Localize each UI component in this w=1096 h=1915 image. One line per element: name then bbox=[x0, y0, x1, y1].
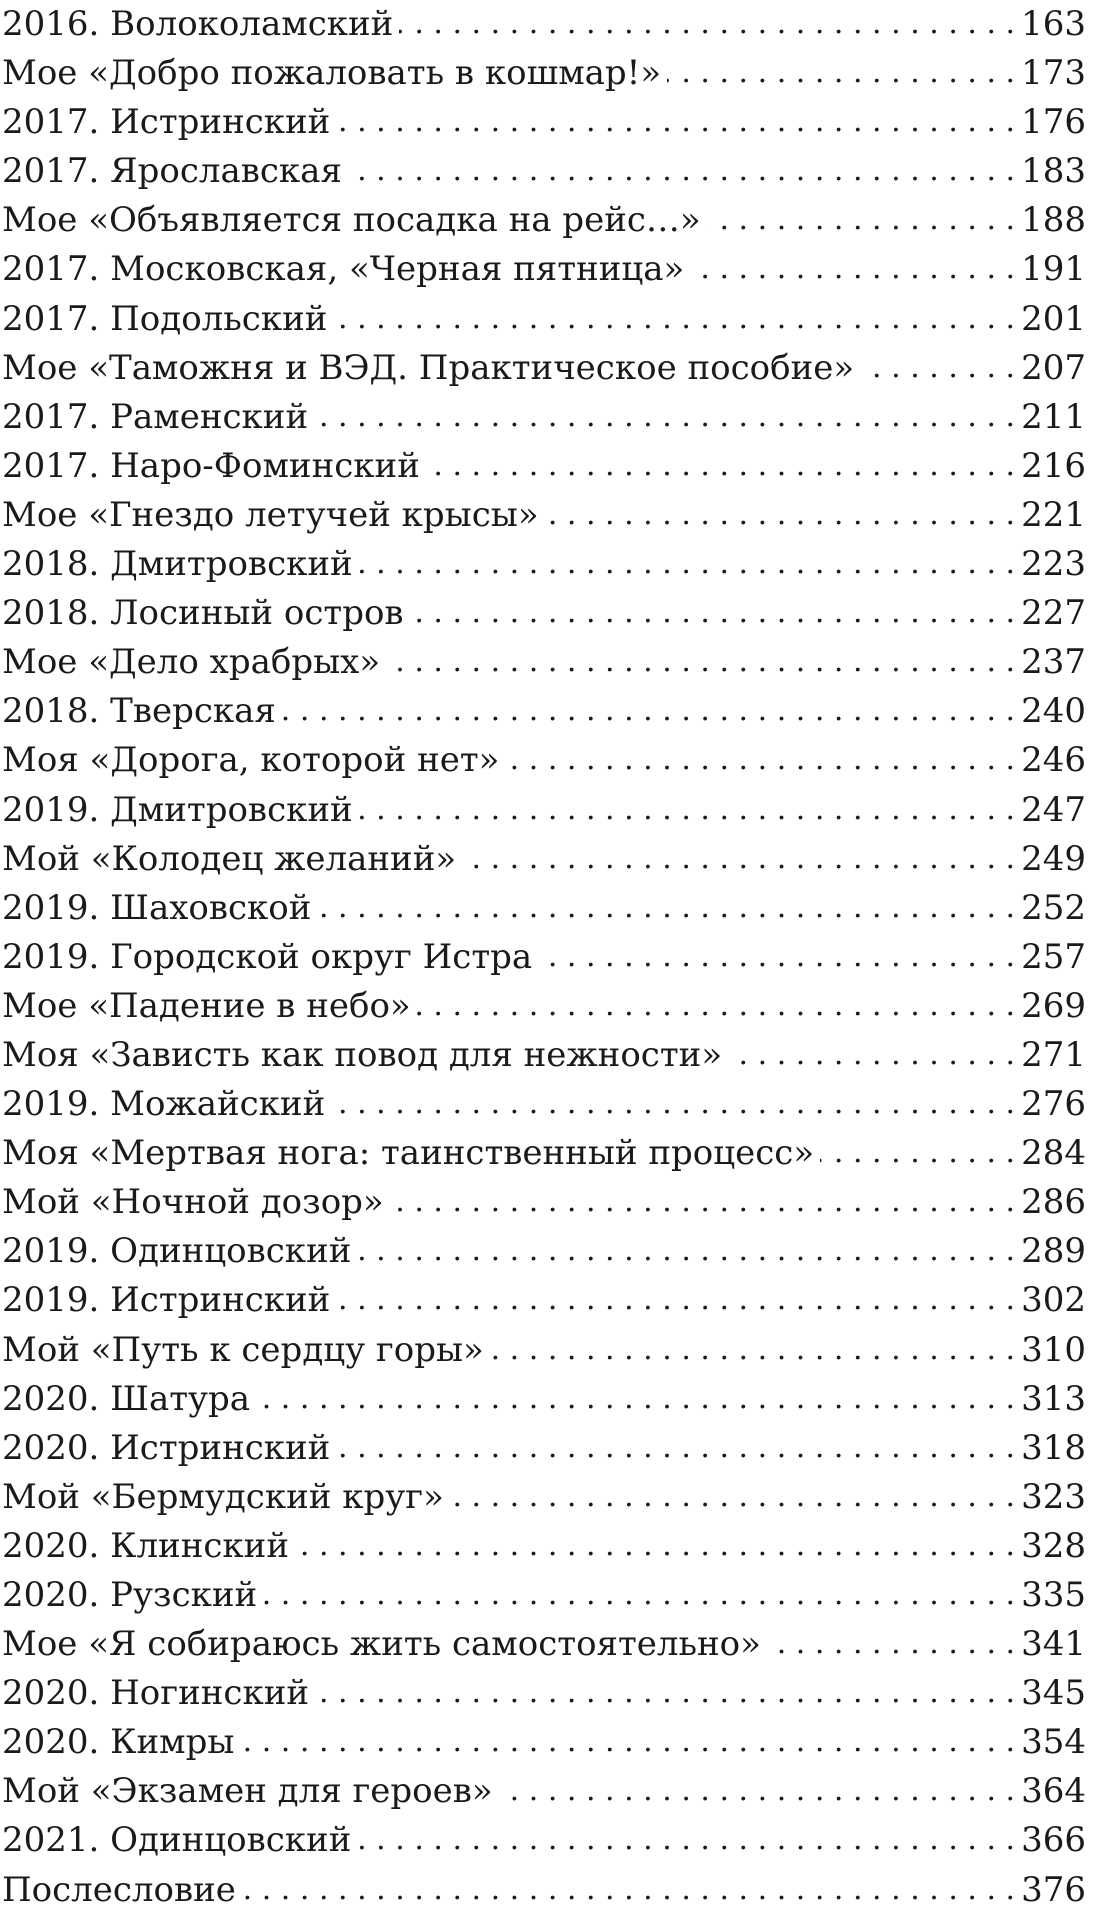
dot-leader bbox=[707, 195, 1015, 244]
toc-entry[interactable] bbox=[0, 1375, 1086, 1424]
dot-leader bbox=[545, 490, 1015, 539]
toc-entry[interactable] bbox=[0, 1227, 1086, 1276]
toc-entry-page-number: 376 bbox=[1021, 1869, 1086, 1910]
toc-entry[interactable] bbox=[0, 1178, 1086, 1227]
toc-entry[interactable] bbox=[0, 1669, 1086, 1718]
dot-leader bbox=[860, 343, 1015, 392]
toc-entry-page-number: 176 bbox=[1021, 102, 1086, 143]
toc-entry[interactable] bbox=[0, 540, 1086, 589]
toc-entry-title: Мой «Колодец желаний» bbox=[2, 838, 457, 879]
toc-entry[interactable] bbox=[0, 1620, 1086, 1669]
toc-entry[interactable] bbox=[0, 1276, 1086, 1325]
toc-entry-title: Мое «Дело храбрых» bbox=[2, 642, 381, 683]
dot-leader bbox=[242, 1865, 1015, 1914]
dot-leader bbox=[499, 1766, 1015, 1815]
toc-entry-page-number: 271 bbox=[1021, 1034, 1086, 1075]
toc-entry[interactable] bbox=[0, 147, 1086, 196]
toc-entry-title: 2017. Наро-Фоминский bbox=[2, 445, 420, 486]
dot-leader bbox=[417, 981, 1015, 1030]
toc-entry-page-number: 221 bbox=[1021, 494, 1086, 535]
dot-leader bbox=[690, 244, 1015, 293]
toc-entry[interactable] bbox=[0, 0, 1086, 49]
toc-entry-page-number: 249 bbox=[1021, 838, 1086, 879]
toc-entry-page-number: 246 bbox=[1021, 740, 1086, 781]
dot-leader bbox=[667, 48, 1015, 97]
dot-leader bbox=[331, 1079, 1015, 1128]
dot-leader bbox=[357, 1815, 1015, 1864]
toc-entry-page-number: 211 bbox=[1021, 396, 1086, 437]
toc-entry-title: Мое «Добро пожаловать в кошмар!» bbox=[2, 53, 662, 94]
dot-leader bbox=[426, 441, 1015, 490]
toc-entry[interactable] bbox=[0, 736, 1086, 785]
dot-leader bbox=[359, 539, 1015, 588]
dot-leader bbox=[490, 1325, 1015, 1374]
dot-leader bbox=[336, 1423, 1015, 1472]
toc-entry[interactable] bbox=[0, 1129, 1086, 1178]
toc-entry[interactable] bbox=[0, 1767, 1086, 1816]
dot-leader bbox=[315, 1668, 1015, 1717]
toc-entry-title: 2017. Подольский bbox=[2, 298, 328, 339]
toc-entry-title: 2019. Дмитровский bbox=[2, 789, 353, 830]
toc-entry-page-number: 223 bbox=[1021, 544, 1086, 585]
toc-entry-title: Мое «Гнездо летучей крысы» bbox=[2, 494, 539, 535]
toc-entry-page-number: 286 bbox=[1021, 1182, 1086, 1223]
toc-entry[interactable] bbox=[0, 1080, 1086, 1129]
dot-leader bbox=[240, 1717, 1015, 1766]
toc-entry-title: 2017. Московская, «Черная пятница» bbox=[2, 249, 685, 290]
toc-entry-page-number: 289 bbox=[1021, 1231, 1086, 1272]
toc-entry-title: 2020. Клинский bbox=[2, 1525, 289, 1566]
toc-entry-page-number: 318 bbox=[1021, 1427, 1086, 1468]
dot-leader bbox=[359, 785, 1015, 834]
dot-leader bbox=[386, 637, 1015, 686]
toc-entry[interactable] bbox=[0, 1816, 1086, 1865]
dot-leader bbox=[295, 1521, 1015, 1570]
toc-entry[interactable] bbox=[0, 1571, 1086, 1620]
toc-entry-page-number: 237 bbox=[1021, 642, 1086, 683]
toc-entry[interactable] bbox=[0, 442, 1086, 491]
toc-entry-title: 2020. Шатура bbox=[2, 1378, 251, 1419]
toc-entry-title: Мое «Объявляется посадка на рейс…» bbox=[2, 200, 701, 241]
toc-entry-page-number: 201 bbox=[1021, 298, 1086, 339]
dot-leader bbox=[256, 1374, 1015, 1423]
toc-entry-title: 2019. Истринский bbox=[2, 1280, 331, 1321]
toc-entry-title: 2020. Кимры bbox=[2, 1722, 235, 1763]
dot-leader bbox=[336, 97, 1015, 146]
toc-entry-title: 2020. Истринский bbox=[2, 1427, 331, 1468]
toc-entry-page-number: 257 bbox=[1021, 936, 1086, 977]
toc-entry-title: Мое «Я собираюсь жить самостоятельно» bbox=[2, 1624, 761, 1665]
toc-entry-page-number: 240 bbox=[1021, 691, 1086, 732]
dot-leader bbox=[410, 588, 1016, 637]
toc-entry[interactable] bbox=[0, 491, 1086, 540]
toc-entry-page-number: 341 bbox=[1021, 1624, 1086, 1665]
toc-entry-title: 2017. Истринский bbox=[2, 102, 331, 143]
toc-entry[interactable] bbox=[0, 196, 1086, 245]
toc-entry-page-number: 335 bbox=[1021, 1575, 1086, 1615]
toc-entry-title: Мой «Бермудский круг» bbox=[2, 1476, 444, 1517]
toc-entry[interactable] bbox=[0, 49, 1086, 98]
toc-entry-title: 2019. Можайский bbox=[2, 1084, 326, 1125]
toc-entry-page-number: 364 bbox=[1021, 1771, 1086, 1812]
toc-entry-title: Моя «Дорога, которой нет» bbox=[2, 740, 500, 781]
toc-entry[interactable] bbox=[0, 884, 1086, 933]
toc-entry[interactable] bbox=[0, 1031, 1086, 1080]
toc-entry[interactable] bbox=[0, 393, 1086, 442]
toc-entry-page-number: 216 bbox=[1021, 445, 1086, 486]
toc-entry-title: Мой «Экзамен для героев» bbox=[2, 1771, 493, 1812]
toc-entry-title: Мой «Путь к сердцу горы» bbox=[2, 1329, 484, 1370]
dot-leader bbox=[767, 1619, 1015, 1668]
dot-leader bbox=[336, 1275, 1015, 1324]
toc-entry-page-number: 328 bbox=[1021, 1525, 1086, 1566]
dot-leader bbox=[348, 146, 1015, 195]
toc-entry-page-number: 191 bbox=[1021, 249, 1086, 290]
toc-entry[interactable] bbox=[0, 589, 1086, 638]
toc-entry[interactable] bbox=[0, 245, 1086, 294]
toc-entry-title: 2016. Волоколамский bbox=[2, 4, 394, 44]
toc-entry[interactable] bbox=[0, 295, 1086, 344]
toc-entry-page-number: 247 bbox=[1021, 789, 1086, 830]
toc-entry-title: Моя «Мертвая нога: таинственный процесс» bbox=[2, 1133, 815, 1174]
toc-entry-page-number: 269 bbox=[1021, 985, 1086, 1026]
toc-entry-page-number: 173 bbox=[1021, 53, 1086, 94]
toc-entry-title: 2019. Одинцовский bbox=[2, 1231, 352, 1272]
toc-entry-title: 2020. Рузский bbox=[2, 1575, 258, 1615]
toc-entry-page-number: 354 bbox=[1021, 1722, 1086, 1763]
toc-entry[interactable] bbox=[0, 1718, 1086, 1767]
toc-entry[interactable] bbox=[0, 835, 1086, 884]
toc-entry-title: Мой «Ночной дозор» bbox=[2, 1182, 384, 1223]
toc-entry-title: Послесловие bbox=[2, 1869, 236, 1910]
dot-leader bbox=[505, 735, 1015, 784]
dot-leader bbox=[263, 1570, 1015, 1619]
dot-leader bbox=[728, 1030, 1015, 1079]
toc-entry-page-number: 366 bbox=[1021, 1820, 1086, 1861]
toc-entry[interactable] bbox=[0, 786, 1086, 835]
toc-entry-page-number: 345 bbox=[1021, 1673, 1086, 1714]
toc-entry[interactable] bbox=[0, 982, 1086, 1031]
toc-entry-page-number: 207 bbox=[1021, 347, 1086, 388]
dot-leader bbox=[538, 932, 1015, 981]
dot-leader bbox=[317, 883, 1015, 932]
dot-leader bbox=[450, 1472, 1015, 1521]
toc-entry-page-number: 313 bbox=[1021, 1378, 1086, 1419]
toc-entry-title: 2018. Дмитровский bbox=[2, 544, 353, 585]
toc-entry-page-number: 284 bbox=[1021, 1133, 1086, 1174]
toc-entry-page-number: 183 bbox=[1021, 151, 1086, 192]
toc-entry-title: 2021. Одинцовский bbox=[2, 1820, 352, 1861]
toc-entry[interactable] bbox=[0, 638, 1086, 687]
toc-entry-title: 2020. Ногинский bbox=[2, 1673, 310, 1714]
dot-leader bbox=[282, 686, 1015, 735]
toc-entry-page-number: 227 bbox=[1021, 593, 1086, 634]
toc-entry[interactable] bbox=[0, 344, 1086, 393]
dot-leader bbox=[314, 392, 1015, 441]
toc-entry[interactable] bbox=[0, 1326, 1086, 1375]
toc-entry-title: 2019. Шаховской bbox=[2, 887, 312, 928]
dot-leader bbox=[333, 294, 1015, 343]
toc-entry-page-number: 252 bbox=[1021, 887, 1086, 928]
dot-leader bbox=[390, 1177, 1015, 1226]
toc-entry[interactable] bbox=[0, 98, 1086, 147]
toc-entry-title: 2019. Городской округ Истра bbox=[2, 936, 533, 977]
toc-entry-page-number: 188 bbox=[1021, 200, 1086, 241]
dot-leader bbox=[462, 834, 1015, 883]
toc-entry-title: 2018. Тверская bbox=[2, 691, 276, 732]
toc-entry-title: Моя «Зависть как повод для нежности» bbox=[2, 1034, 723, 1075]
toc-entry-page-number: 163 bbox=[1021, 4, 1086, 44]
toc-entry-page-number: 276 bbox=[1021, 1084, 1086, 1125]
toc-entry-title: Мое «Падение в небо» bbox=[2, 985, 411, 1026]
dot-leader bbox=[399, 0, 1015, 48]
toc-entry[interactable] bbox=[0, 1424, 1086, 1473]
toc-entry[interactable] bbox=[0, 1866, 1086, 1915]
toc-entry-title: 2017. Ярославская bbox=[2, 151, 342, 192]
dot-leader bbox=[820, 1128, 1015, 1177]
toc-entry-title: 2018. Лосиный остров bbox=[2, 593, 404, 634]
toc-entry[interactable] bbox=[0, 687, 1086, 736]
toc-entry-title: Мое «Таможня и ВЭД. Практическое пособие» bbox=[2, 347, 855, 388]
toc-entry-page-number: 310 bbox=[1021, 1329, 1086, 1370]
toc-entry-page-number: 323 bbox=[1021, 1476, 1086, 1517]
toc-entry-title: 2017. Раменский bbox=[2, 396, 309, 437]
toc-entry[interactable] bbox=[0, 1473, 1086, 1522]
toc-entry[interactable] bbox=[0, 933, 1086, 982]
dot-leader bbox=[357, 1226, 1015, 1275]
toc-entry[interactable] bbox=[0, 1522, 1086, 1571]
toc-entry-page-number: 302 bbox=[1021, 1280, 1086, 1321]
